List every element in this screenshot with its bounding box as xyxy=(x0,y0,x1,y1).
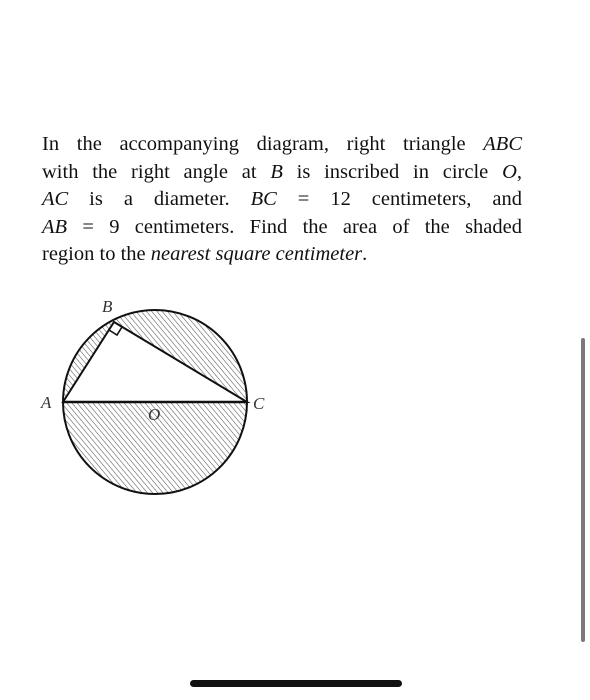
problem-line-2: with the right angle at B is inscribed in circle O, xyxy=(42,160,522,183)
problem-line-3: AC is a diameter. BC = 12 centimeters, and xyxy=(42,188,522,210)
problem-line-4: AB = 9 centimeters. Find the area of the shaded xyxy=(42,215,522,238)
label-o: O xyxy=(148,405,161,424)
scrollbar[interactable] xyxy=(581,338,585,642)
label-c: C xyxy=(253,394,265,413)
home-indicator[interactable] xyxy=(190,680,402,687)
problem-line-5: region to the nearest square centimeter. xyxy=(42,243,368,265)
problem-line-1: In the accompanying diagram, right triangle ABC xyxy=(42,133,522,155)
problem-text xyxy=(42,131,522,269)
label-b: B xyxy=(102,297,113,316)
label-a: A xyxy=(41,393,52,412)
circle-diagram xyxy=(30,285,280,505)
